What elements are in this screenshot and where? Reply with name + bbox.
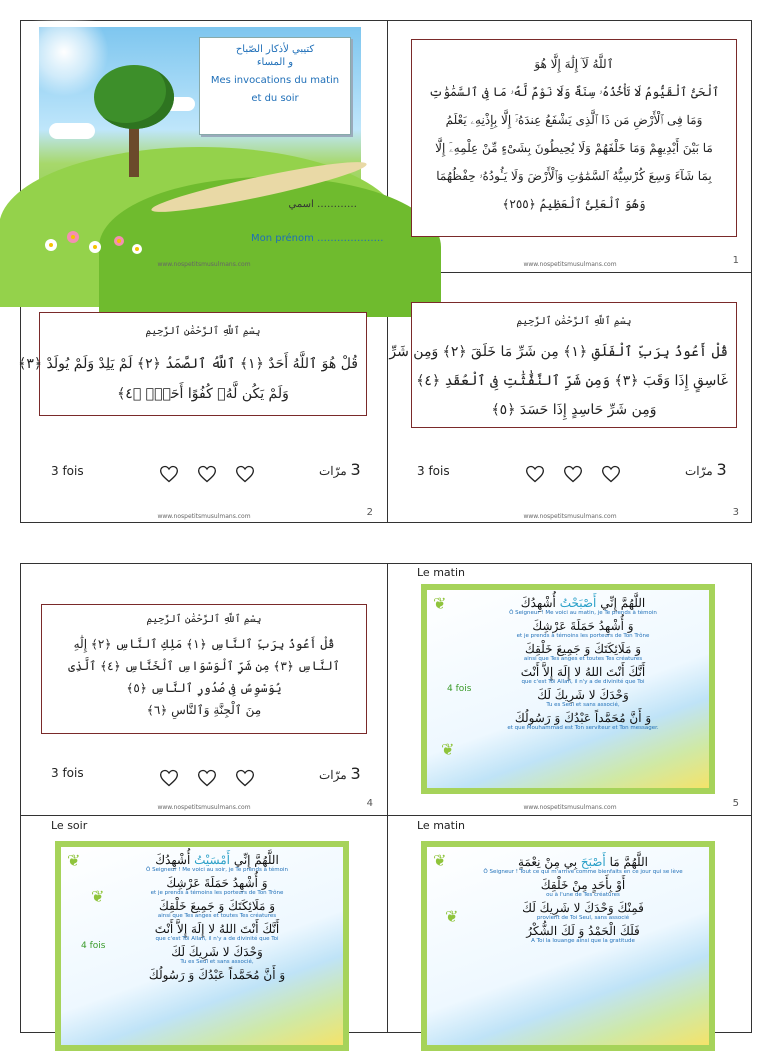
dua-ar-line: أَنَّكَ أَنْتَ اللهُ لا إِلَهَ إِلاَّ أَنْتَ [520,665,646,679]
heart-checkbox[interactable] [525,464,545,484]
heart-checkbox[interactable] [235,464,255,484]
dua-ar-line: وَ أُشْهِدُ حَمَلَةَ عَرْشِكَ [166,876,268,890]
dua-ar-line: اللَّهُمَّ إِنِّي أَمْسَيْتُ أُشْهِدُكَ [155,853,279,867]
verse-line: قُلْ أَعُوذُ بِرَبِّ ٱلنَّاسِ ﴿١﴾ مَلِكِ ٱلنَّاسِ ﴿٢﴾ إِلَٰهِ [73,637,335,651]
heart-checkbox[interactable] [601,464,621,484]
dua-ar-line: وَ أَنَّ مُحَمَّداً عَبْدُكَ وَ رَسُولُكَ [148,968,286,982]
basmala: بِسْمِ ٱللَّهِ ٱلرَّحْمَٰنِ ٱلرَّحِيمِ [516,316,632,327]
page-number: 2 [366,507,373,518]
repeat-count-fr: 3 fois [51,464,84,478]
dua-fr-line: Ô Seigneur ! Me voici au soir, je Te prends à témoin [146,867,288,873]
verse-line: مَا بَيْنَ أَيْدِيهِمْ وَمَا خَلْفَهُمْ وَلَا يُحِيطُونَ بِشَىْءٍ مِّنْ عِلْمِهِۦٓ إِلَّا [435,141,713,155]
dua-text [467,596,699,734]
leaf-icon: ❦ [433,594,447,613]
basmala: بِسْمِ ٱللَّهِ ٱلرَّحْمَٰنِ ٱلرَّحِيمِ [145,326,261,337]
verse-box [389,302,737,428]
dua-ar-line: اللَّهُمَّ مَا أَصْبَحَ بِي مِنْ نِعْمَةٍ [518,855,648,869]
dua-ar-line: وَ أُشْهِدُ حَمَلَةَ عَرْشِكَ [532,619,634,633]
dua-ar-line: وَحْدَكَ لا شَرِيكَ لَكَ [171,945,263,959]
dua-fr-line: que c'est Toi Allah, il n'y a de divinité que Toi [521,679,645,685]
dua-fr-line: et que Mouhammad est Ton serviteur et Ton messager. [507,725,659,731]
dua-fr-line: provient de Toi Seul, sans associé [536,915,630,921]
verse-line: وَهُوَ ٱلْعَلِىُّ ٱلْعَظِيمُ ﴿٢٥٥﴾ [502,197,646,211]
repeat-count-ar [319,460,361,479]
cover-title-ar: كتيبي لأذكار الصّباح [235,44,315,55]
dua-ar-line: وَحْدَكَ لا شَرِيكَ لَكَ [537,688,629,702]
heart-checkbox[interactable] [563,464,583,484]
verse-box [18,312,367,416]
dua-ar-line: فَمِنْكَ وَحْدَكَ لا شَرِيكَ لَكَ [522,901,644,915]
tree-icon [94,65,174,129]
page-number: 5 [732,798,739,809]
dua-text [101,853,333,982]
name-field-ar: ………… اسمي [288,199,357,210]
card-morning-dua [387,564,753,815]
dua-ar-line: اللَّهُمَّ إِنِّي أَصْبَحْتُ أُشْهِدُكَ [520,596,646,610]
dua-fr-line: ou à l'une de Tes créatures [546,892,620,898]
dua-fr-line: Tu es Seul et sans associé, [546,702,620,708]
footer-url: www.nospetitsmusulmans.com [157,513,251,520]
heart-checklist [159,464,255,484]
dua-fr-line: Ô Seigneur ! Me voici au matin, je Te prends à témoin [509,610,657,616]
verse-line: مِنَ ٱلْجِنَّةِ وَٱلنَّاسِ ﴿٦﴾ [146,703,262,717]
cover-title-ar2: و المساء [256,57,294,68]
verse-box [41,604,367,734]
sun-icon [19,7,109,97]
heart-checkbox[interactable] [197,768,217,788]
repeat-count-ar-num: 3 [350,460,361,479]
repeat-count-ar-label: مرّات [685,464,713,478]
period-label: Le matin [417,819,465,832]
repeat-count-fr: 3 fois [51,766,84,780]
dua-ar-line: أَنَّكَ أَنْتَ اللهُ لا إِلَهَ إِلاَّ أَنْتَ [154,922,280,936]
cover-card [21,21,387,272]
page-number: 4 [366,798,373,809]
verse-line: قُلْ أَعُوذُ بِرَبِّ ٱلْفَلَقِ ﴿١﴾ مِن شَرِّ مَا خَلَقَ ﴿٢﴾ وَمِن شَرِّ [389,344,728,360]
card-morning-dua-2 [387,815,753,1034]
footer-url: www.nospetitsmusulmans.com [523,804,617,811]
verse-line: بِمَا شَآءَ وَسِعَ كُرْسِيُّهُ ٱلسَّمَٰوَٰتِ وَٱلْأَرْضَ وَلَا يَـُٔودُهُۥ حِفْظُهُمَا [436,169,712,183]
repeat-count-ar-num: 3 [350,764,361,783]
cover-title-box [199,37,351,135]
footer-url: www.nospetitsmusulmans.com [523,513,617,520]
flowers-icon [39,215,149,255]
verse-line: ٱللَّهُ لَآ إِلَٰهَ إِلَّا هُوَ [534,57,614,71]
verse-line: يُوَسْوِسُ فِى صُدُورِ ٱلنَّاسِ ﴿٥﴾ [126,681,282,695]
repeat-count-ar [685,460,727,479]
cover-title-fr2: et du soir [251,93,299,104]
period-label: Le matin [417,566,465,579]
repeat-count: 4 fois [81,941,106,951]
verse-line: قُلْ هُوَ ٱللَّهُ أَحَدٌ ﴿١﴾ ٱللَّهُ ٱلصَّمَدُ ﴿٢﴾ لَمْ يَلِدْ وَلَمْ يُولَدْ ﴿٣﴾ [18,356,358,372]
sheet-top [20,20,752,523]
dua-ar-line: وَ مَلَائِكَتَكَ وَ جَمِيعَ خَلْقِكَ [524,642,642,656]
dua-fr-line: ainsi que Tes anges et toutes Tes créatures [157,913,277,919]
repeat-count-ar-label: مرّات [319,768,347,782]
verse-box [411,39,737,237]
repeat-count-ar [319,764,361,783]
verse-line: وَمَا فِى ٱلْأَرْضِ مَن ذَا ٱلَّذِى يَشْفَعُ عِندَهُۥٓ إِلَّا بِإِذْنِهِۦ يَعْلَمُ [445,113,703,127]
footer-url: www.nospetitsmusulmans.com [157,804,251,811]
repeat-count-ar-label: مرّات [319,464,347,478]
period-label: Le soir [51,819,88,832]
heart-checklist [525,464,621,484]
card-ikhlas [18,272,387,524]
heart-checkbox[interactable] [197,464,217,484]
page-number: 3 [732,507,739,518]
dua-ar-line: أَوْ بِأَحَدٍ مِنْ خَلْقِكَ [540,878,626,892]
cover-illustration [39,27,361,255]
footer-url: www.nospetitsmusulmans.com [523,261,617,268]
verse-line: وَمِن شَرِّ حَاسِدٍ إِذَا حَسَدَ ﴿٥﴾ [491,402,657,418]
footer-url: www.nospetitsmusulmans.com [157,261,251,268]
repeat-count-ar-num: 3 [716,460,727,479]
page-number: 1 [732,255,739,266]
dua-frame [421,584,715,794]
leaf-icon: ❦ [67,851,81,870]
dua-fr-line: que c'est Toi Allah, il n'y a de divinité que Toi [155,936,279,942]
dua-frame [55,841,349,1051]
card-falaq [387,272,753,524]
verse-line: وَلَمْ يَكُن لَّهُۥ كُفُوًا أَحَدٌۢ ﴿٤﴾ [117,386,289,402]
repeat-count-fr: 3 fois [417,464,450,478]
heart-checkbox[interactable] [235,768,255,788]
leaf-icon: ❦ [441,740,455,759]
verse-line: ٱلْحَىُّ ٱلْقَيُّومُ لَا تَأْخُذُهُۥ سِنَةٌ وَلَا نَوْمٌ لَّهُۥ مَا فِى ٱلسَّمَٰوَٰتِ [428,85,720,99]
dua-frame [421,841,715,1051]
basmala: بِسْمِ ٱللَّهِ ٱلرَّحْمَٰنِ ٱلرَّحِيمِ [146,614,262,625]
card-ayat-kursi [387,21,753,272]
leaf-icon: ❦ [433,851,447,870]
dua-fr-line: et je prends à témoins les porteurs de Ton Trône [516,633,650,639]
cloud-icon [49,123,95,139]
name-field-fr: Mon prénom ……………….. [251,233,384,244]
dua-ar-line: فَلَكَ الْحَمْدُ وَ لَكَ الشُّكْرُ [526,924,640,938]
dua-ar-line: وَ مَلَائِكَتَكَ وَ جَمِيعَ خَلْقِكَ [158,899,276,913]
heart-checkbox[interactable] [159,768,179,788]
leaf-icon: ❦ [91,887,105,906]
dua-fr-line: Tu es Seul et sans associé, [180,959,254,965]
sheet-bottom [20,563,752,1033]
dua-fr-line: et je prends à témoins les porteurs de Ton Trône [150,890,284,896]
repeat-count: 4 fois [447,684,472,694]
dua-fr-line: A Toi la louange ainsi que la gratitude [531,938,635,944]
dua-fr-line: Ô Seigneur ! Tout ce qui m'arrive comme bienfaits en ce jour qui se lève [483,869,683,875]
card-nas [21,564,387,815]
dua-fr-line: ainsi que Tes anges et toutes Tes créatures [523,656,643,662]
leaf-icon: ❦ [445,907,459,926]
card-evening-dua [21,815,387,1034]
heart-checklist [159,768,255,788]
dua-text [467,855,699,947]
heart-checkbox[interactable] [159,464,179,484]
verse-line: غَاسِقٍ إِذَا وَقَبَ ﴿٣﴾ وَمِن شَرِّ ٱلنَّفَّٰثَٰتِ فِى ٱلْعُقَدِ ﴿٤﴾ [416,373,728,389]
cover-title-fr1: Mes invocations du matin [210,75,340,86]
dua-ar-line: وَ أَنَّ مُحَمَّداً عَبْدُكَ وَ رَسُولُكَ [514,711,652,725]
verse-line: ٱلنَّاسِ ﴿٣﴾ مِن شَرِّ ٱلْوَسْوَاسِ ٱلْخَنَّاسِ ﴿٤﴾ ٱلَّذِى [68,659,340,673]
